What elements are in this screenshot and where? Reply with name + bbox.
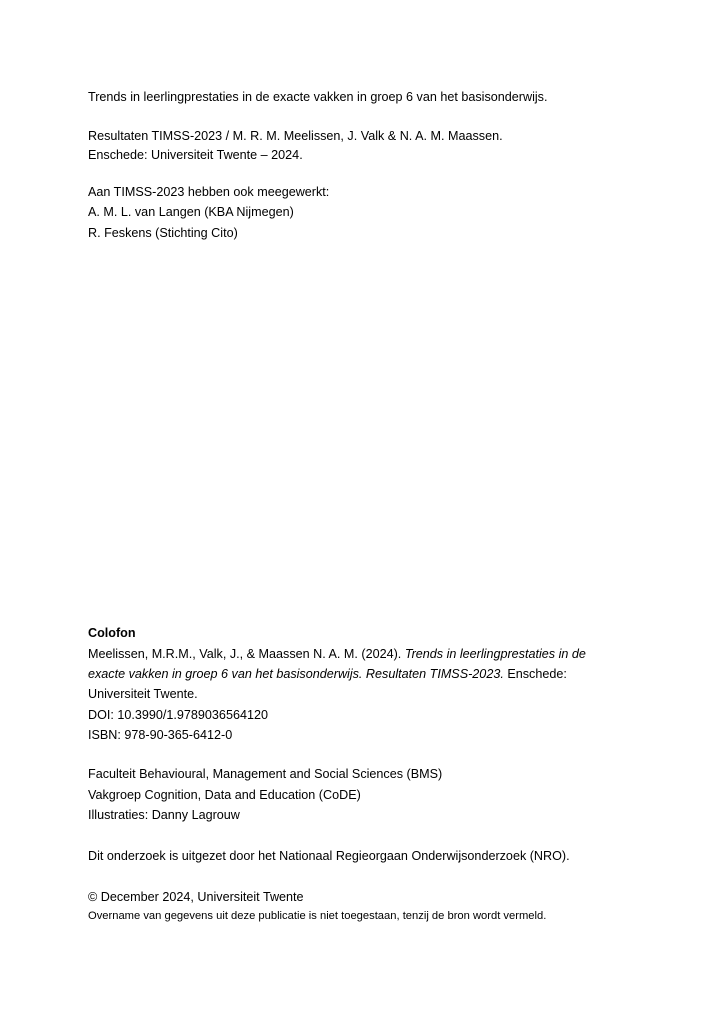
results-line: Resultaten TIMSS-2023 / M. R. M. Meelissen, J. Valk & N. A. M. Maassen. [88, 129, 503, 143]
commissioned-line: Dit onderzoek is uitgezet door het Nationaal Regieorgaan Onderwijsonderzoek (NRO). [88, 849, 570, 863]
citation-publisher: Universiteit Twente. [88, 687, 198, 701]
citation-line-2 [88, 664, 567, 684]
citation-title-part-1: Trends in leerlingprestaties in de [404, 647, 586, 661]
colofon-heading: Colofon [88, 626, 136, 640]
citation-place: Enschede: [503, 667, 567, 681]
citation-authors: Meelissen, M.R.M., Valk, J., & Maassen N. A. M. (2024). [88, 647, 405, 661]
contributor-item: A. M. L. van Langen (KBA Nijmegen) [88, 205, 294, 219]
illustrations-line: Illustraties: Danny Lagrouw [88, 808, 240, 822]
reuse-notice: Overname van gegevens uit deze publicatie is niet toegestaan, tenzij de bron wordt vermeld. [88, 910, 547, 922]
citation-line-1 [88, 644, 586, 664]
copyright-line: © December 2024, Universiteit Twente [88, 890, 304, 904]
department-line: Vakgroep Cognition, Data and Education (CoDE) [88, 788, 361, 802]
doi-line: DOI: 10.3990/1.9789036564120 [88, 708, 268, 722]
faculty-line: Faculteit Behavioural, Management and Social Sciences (BMS) [88, 767, 443, 781]
isbn-line: ISBN: 978-90-365-6412-0 [88, 728, 233, 742]
place-line: Enschede: Universiteit Twente – 2024. [88, 148, 303, 162]
report-title-line: Trends in leerlingprestaties in de exacte vakken in groep 6 van het basisonderwijs. [88, 90, 548, 104]
contributor-item: R. Feskens (Stichting Cito) [88, 226, 238, 240]
citation-title-part-2: exacte vakken in groep 6 van het basisonderwijs. Resultaten TIMSS-2023. [88, 667, 504, 681]
contributors-heading: Aan TIMSS-2023 hebben ook meegewerkt: [88, 185, 330, 199]
